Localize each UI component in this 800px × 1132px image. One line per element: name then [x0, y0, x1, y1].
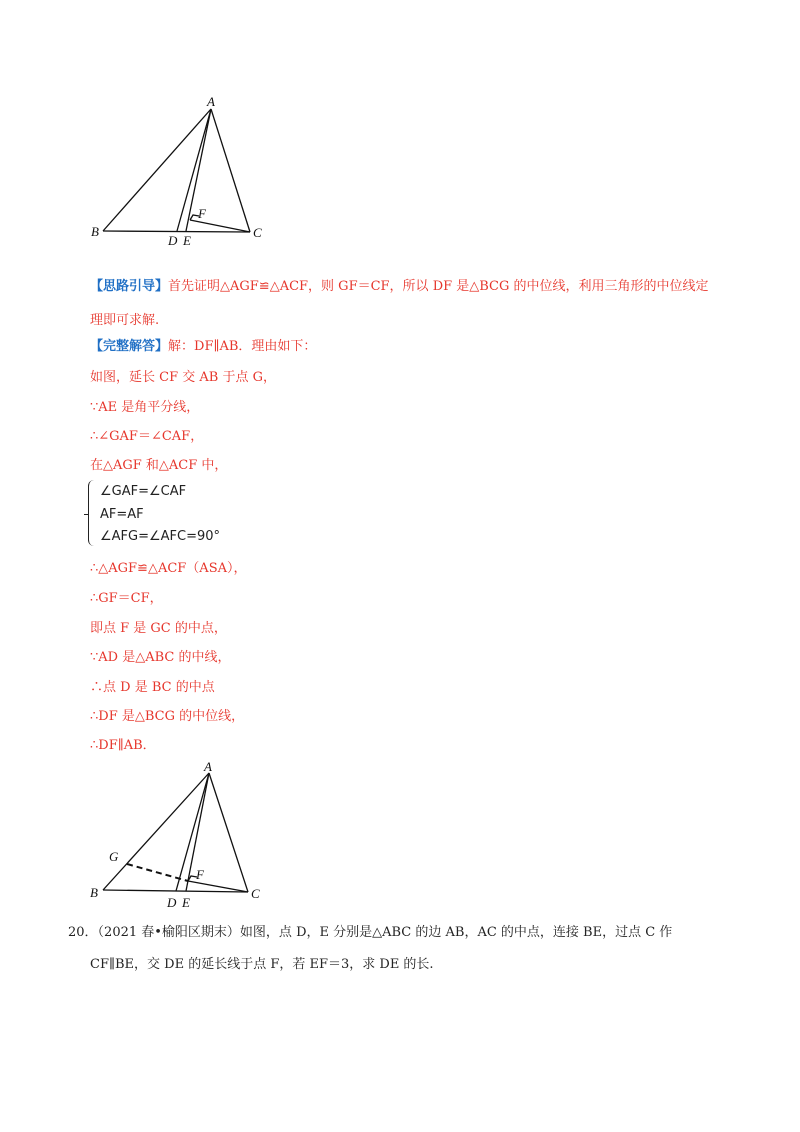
answer-step-11: ∴DF∥AB．	[90, 738, 156, 753]
figure-bottom	[80, 755, 280, 915]
answer-step-10: ∴DF 是△BCG 的中位线，	[90, 709, 245, 724]
label-e: E	[183, 233, 191, 248]
answer-intro: 【完整解答】解：DF∥AB．理由如下：	[90, 339, 317, 354]
label-d2: D	[167, 895, 177, 910]
answer-step-7: 即点 F 是 GC 的中点，	[90, 621, 227, 636]
answer-step-2: ∵AE 是角平分线，	[90, 400, 200, 415]
answer-step-1: 如图，延长 CF 交 AB 于点 G，	[90, 370, 276, 385]
hint-tag: 【思路引导】	[90, 279, 169, 294]
answer-step-4: 在△AGF 和△ACF 中，	[90, 458, 228, 473]
hint-line-1: 【思路引导】首先证明△AGF≌△ACF，则 GF＝CF，所以 DF 是△BCG 的中位线，利用三角形的中位线定	[90, 279, 709, 294]
label-f2: F	[196, 867, 204, 882]
label-a: A	[207, 94, 215, 109]
system-brace	[88, 480, 99, 546]
label-e2: E	[182, 895, 190, 910]
figure-top	[80, 90, 280, 250]
answer-step-9: ∴点 D 是 BC 的中点	[90, 680, 215, 695]
answer-tag: 【完整解答】	[90, 339, 169, 354]
label-c2: C	[251, 886, 260, 901]
system-line-1: ∠GAF=∠CAF	[100, 484, 187, 499]
system-line-3: ∠AFG=∠AFC=90°	[100, 529, 221, 544]
label-d: D	[168, 233, 178, 248]
system-line-2: AF=AF	[100, 507, 144, 522]
label-f: F	[198, 206, 206, 221]
answer-step-3: ∴∠GAF＝∠CAF，	[90, 429, 204, 444]
answer-step-8: ∵AD 是△ABC 的中线，	[90, 650, 231, 665]
system-brace-tip	[84, 510, 89, 515]
label-a2: A	[204, 759, 212, 774]
problem-number: 20．	[68, 925, 98, 940]
problem-line-1: 20．（2021 春•榆阳区期末）如图，点 D，E 分别是△ABC 的边 AB，AC 的中点，连接 BE，过点 C 作	[68, 925, 673, 940]
label-c: C	[253, 225, 262, 240]
problem-line-2: CF∥BE，交 DE 的延长线于点 F，若 EF＝3，求 DE 的长.	[90, 957, 434, 972]
label-b: B	[91, 224, 99, 239]
answer-step-5: ∴△AGF≌△ACF（ASA），	[90, 561, 247, 576]
label-b2: B	[90, 885, 98, 900]
label-g2: G	[109, 849, 119, 864]
hint-line-2: 理即可求解.	[90, 313, 160, 328]
answer-step-6: ∴GF＝CF，	[90, 591, 163, 606]
